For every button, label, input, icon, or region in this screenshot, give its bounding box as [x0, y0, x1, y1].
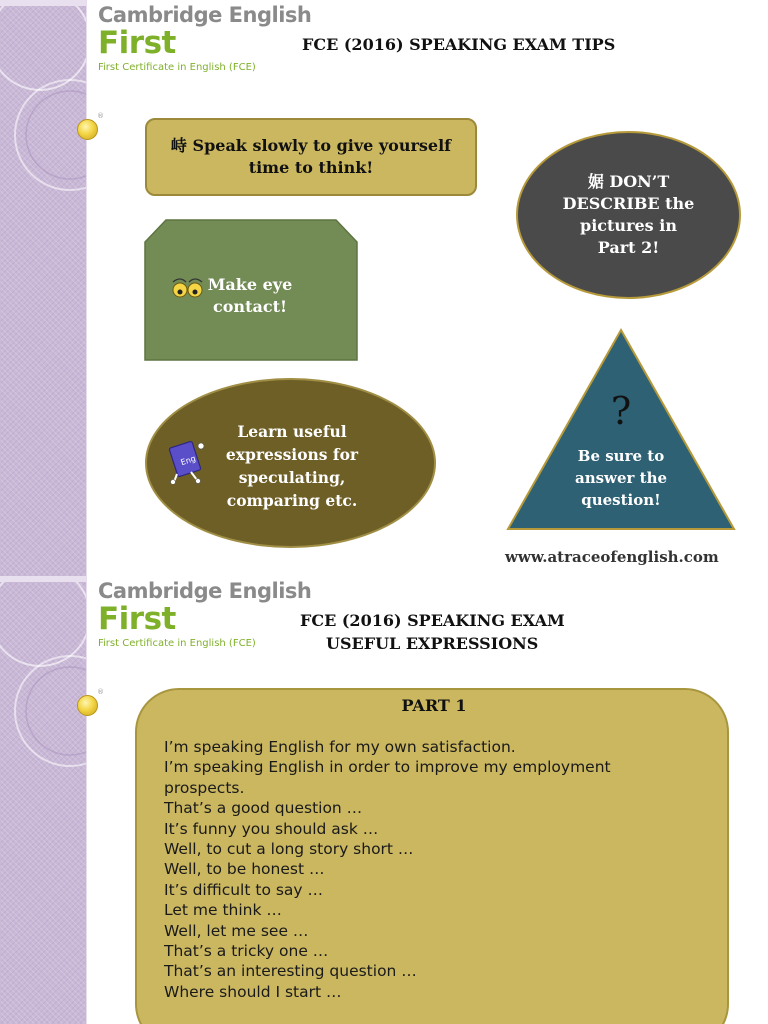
cambridge-logo: [98, 579, 311, 649]
phrase-item: Well, to be honest …: [164, 860, 325, 879]
tip-answer-text: Be sure to answer the question!: [574, 447, 668, 509]
logo-line-3: First Certificate in English (FCE): [98, 62, 256, 73]
no-description-icon: 婮: [587, 172, 604, 191]
phrase-item: I’m speaking English in order to improve my employment prospects.: [164, 758, 611, 797]
registered-mark-icon: ®: [97, 688, 104, 696]
phrase-item: Let me think …: [164, 901, 282, 920]
phrase-item: That’s a good question …: [164, 799, 363, 818]
website-link[interactable]: www.atraceofenglish.com: [505, 548, 719, 566]
page-title-line-1: FCE (2016) SPEAKING EXAM: [300, 611, 565, 630]
logo-line-1: Cambridge English: [98, 3, 312, 27]
swirl-decoration: [0, 0, 86, 576]
phrase-item: It’s difficult to say …: [164, 880, 324, 899]
svg-text:Eng: Eng: [179, 453, 197, 468]
tip-learn-expressions: [145, 378, 436, 548]
page-title: FCE (2016) SPEAKING EXAM TIPS: [302, 35, 616, 54]
tip-speak-text: Speak slowly to give yourself time to think!: [192, 136, 452, 177]
tip-eye-text: Make eye contact!: [207, 275, 293, 316]
tip-dont-describe: [516, 131, 741, 299]
strip-top-band: [0, 576, 86, 582]
tip-learn-text: Learn useful expressions for speculating, comparing etc.: [225, 422, 359, 510]
phrase-item: It’s funny you should ask …: [164, 819, 379, 838]
logo-line-2: First: [98, 25, 176, 61]
gold-bullet-icon: [77, 695, 98, 716]
logo-line-2: First: [98, 601, 176, 637]
phrase-item: I’m speaking English for my own satisfaction.: [164, 738, 516, 756]
decorative-side-strip: [0, 576, 87, 1024]
tip-dont-text: DON’T DESCRIBE the pictures in Part 2!: [562, 172, 695, 257]
part-1-panel: [135, 688, 729, 1024]
tip-eye-contact: [144, 219, 358, 361]
question-mark-icon: ?: [610, 389, 632, 433]
logo-line-3: First Certificate in English (FCE): [98, 638, 256, 649]
cambridge-logo: [98, 3, 311, 73]
swirl-decoration: [0, 576, 86, 1024]
tip-speak-slowly: [145, 118, 477, 196]
part-title: PART 1: [401, 696, 467, 715]
speech-icon: 峙: [170, 136, 187, 155]
phrase-item: That’s a tricky one …: [164, 942, 329, 961]
dictionary-icon: [167, 436, 211, 484]
logo-line-1: Cambridge English: [98, 579, 312, 603]
phrase-item: Well, to cut a long story short …: [164, 840, 414, 859]
phrase-item: Where should I start …: [164, 982, 342, 1001]
decorative-side-strip: [0, 0, 87, 576]
strip-top-band: [0, 0, 86, 6]
phrase-list: [164, 737, 684, 1002]
phrase-item: That’s an interesting question …: [164, 962, 417, 981]
slide-useful-expressions: [0, 576, 768, 1024]
page-title-line-2: USEFUL EXPRESSIONS: [326, 634, 539, 653]
registered-mark-icon: ®: [97, 112, 104, 120]
tip-answer-question: [506, 327, 736, 532]
phrase-item: Well, let me see …: [164, 921, 309, 940]
eyes-icon: [171, 274, 205, 300]
gold-bullet-icon: [77, 119, 98, 140]
